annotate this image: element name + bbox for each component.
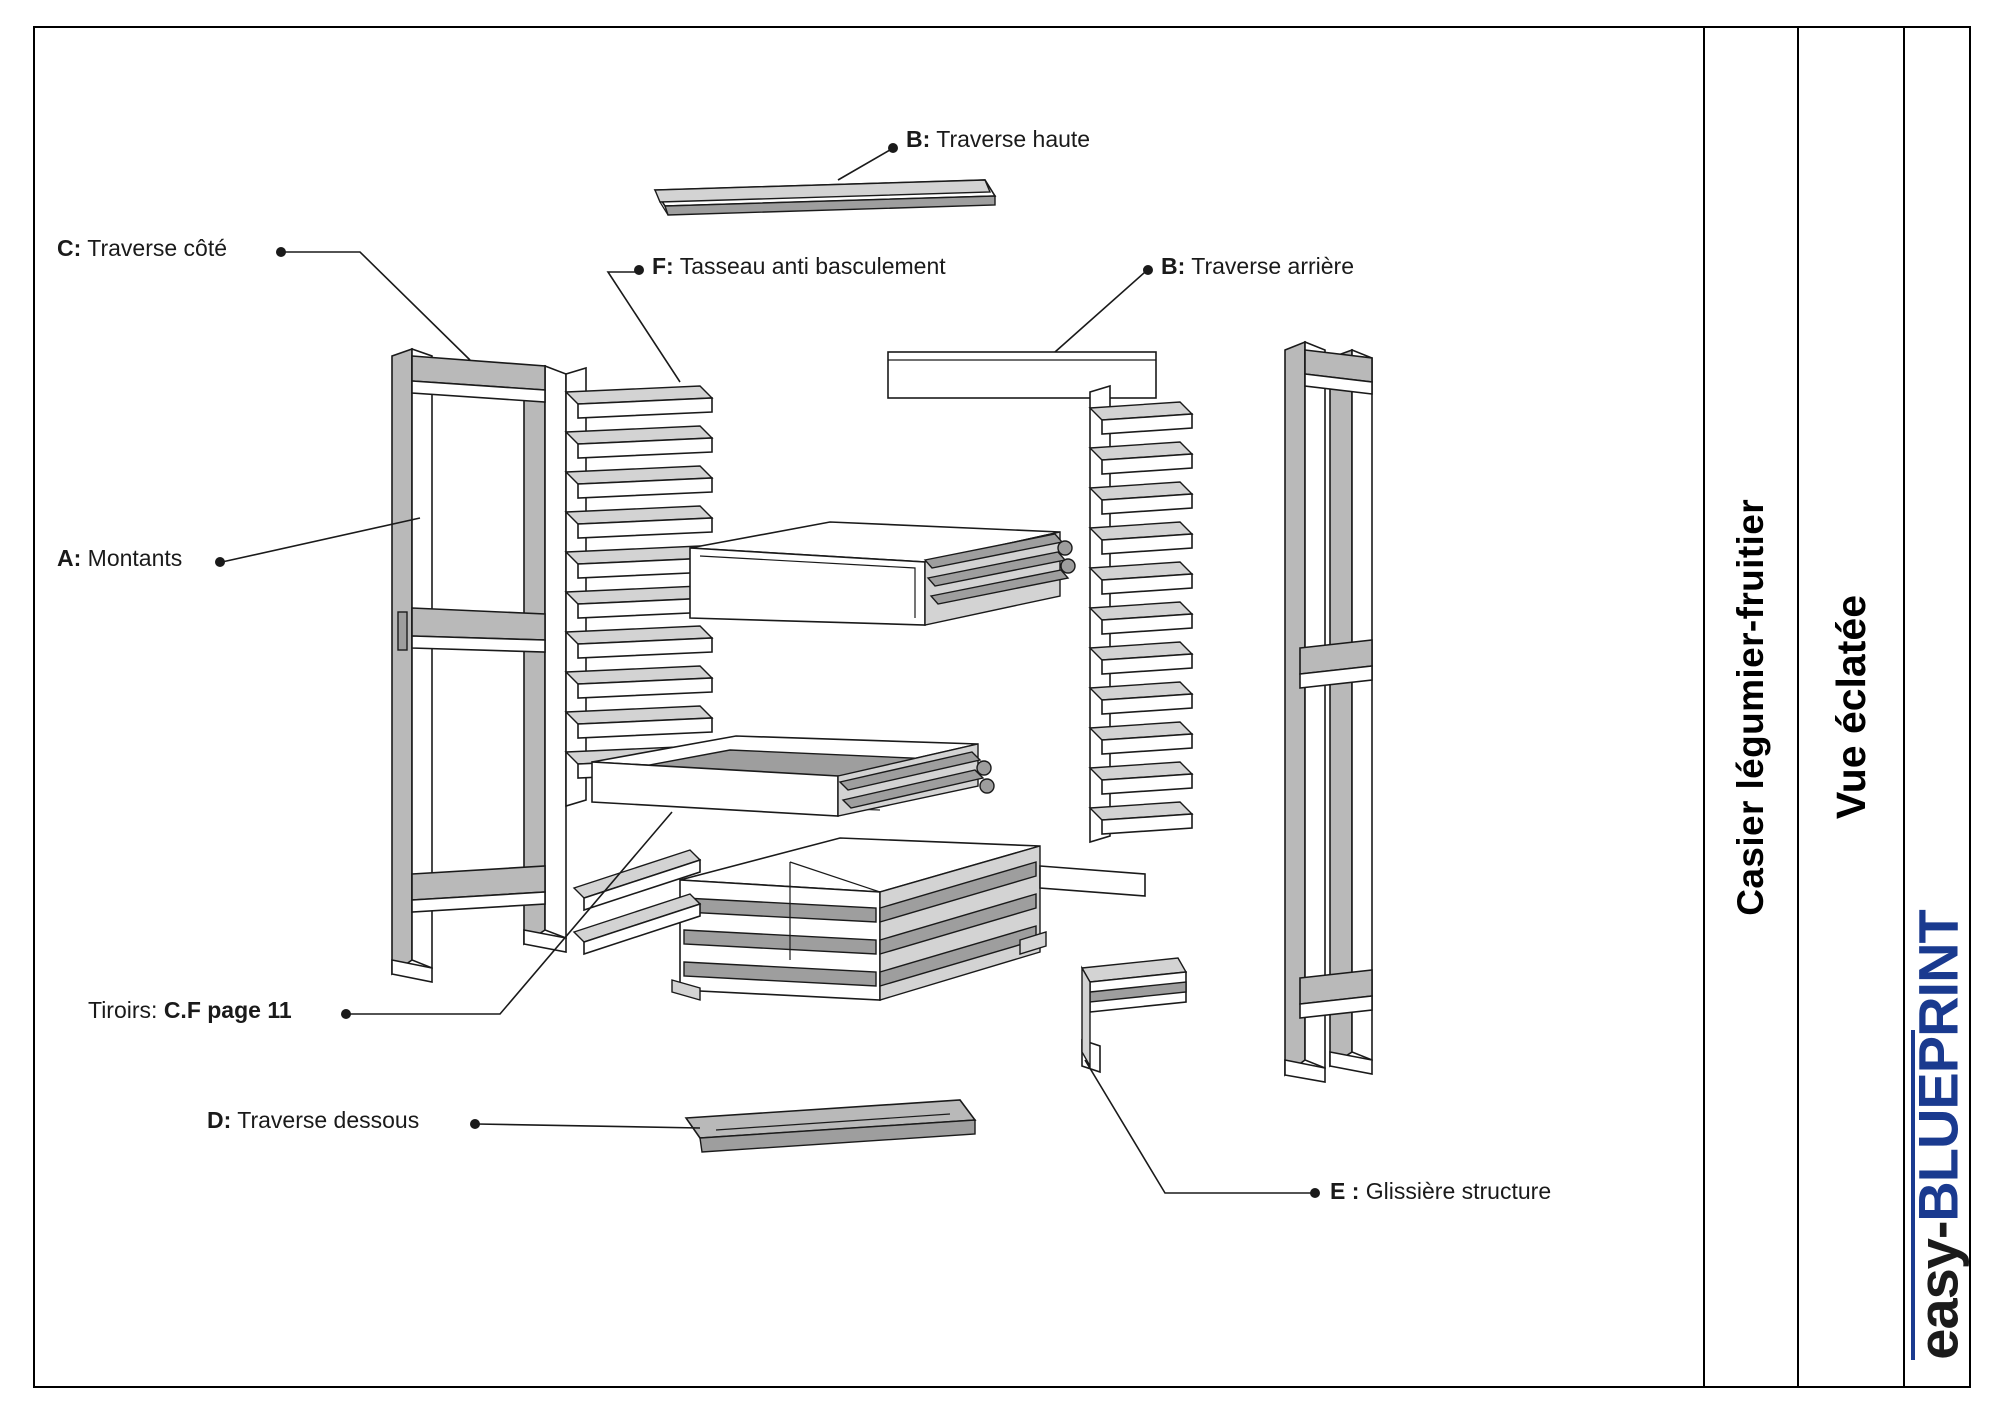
label-text-e-glissiere: Glissière structure bbox=[1365, 1178, 1552, 1204]
logo-prefix: easy- bbox=[1906, 1221, 1970, 1360]
label-traverse-haute bbox=[906, 126, 1090, 153]
label-traverse-dessous bbox=[207, 1107, 419, 1134]
sheet-border bbox=[33, 26, 1971, 1388]
label-code-f-tasseau: F: bbox=[652, 253, 674, 279]
titleblock-view bbox=[1799, 26, 1903, 1388]
label-code-e-glissiere: E : bbox=[1330, 1178, 1360, 1204]
titleblock-project bbox=[1705, 26, 1797, 1388]
label-text-f-tasseau: Tasseau anti basculement bbox=[679, 253, 946, 279]
label-code-b-haute: B: bbox=[906, 126, 931, 152]
label-code-b-arriere: B: bbox=[1161, 253, 1186, 279]
label-text-tiroirs: C.F page 11 bbox=[163, 997, 292, 1023]
label-code-a-montants: A: bbox=[57, 545, 82, 571]
label-glissiere-structure bbox=[1330, 1178, 1551, 1205]
label-text-b-arriere: Traverse arrière bbox=[1191, 253, 1355, 279]
label-text-a-montants: Montants bbox=[87, 545, 183, 571]
label-traverse-arriere bbox=[1161, 253, 1354, 280]
view-title: Vue éclatée bbox=[1827, 594, 1874, 820]
label-text-b-haute: Traverse haute bbox=[936, 126, 1091, 152]
logo-block bbox=[1905, 26, 1971, 1388]
label-code-tiroirs: Tiroirs: bbox=[88, 997, 158, 1023]
label-code-c-cote: C: bbox=[57, 235, 82, 261]
label-text-d-dessous: Traverse dessous bbox=[237, 1107, 420, 1133]
label-tiroirs bbox=[88, 997, 292, 1024]
label-tasseau-anti-basculement bbox=[652, 253, 946, 280]
label-text-c-cote: Traverse côté bbox=[87, 235, 228, 261]
logo-main: BLUEPRINT bbox=[1906, 910, 1970, 1222]
logo-text bbox=[1906, 910, 1971, 1360]
label-montants bbox=[57, 545, 182, 572]
label-traverse-cote bbox=[57, 235, 227, 262]
label-code-d-dessous: D: bbox=[207, 1107, 232, 1133]
project-title: Casier légumier-fruitier bbox=[1730, 498, 1771, 916]
logo bbox=[1906, 910, 1971, 1360]
